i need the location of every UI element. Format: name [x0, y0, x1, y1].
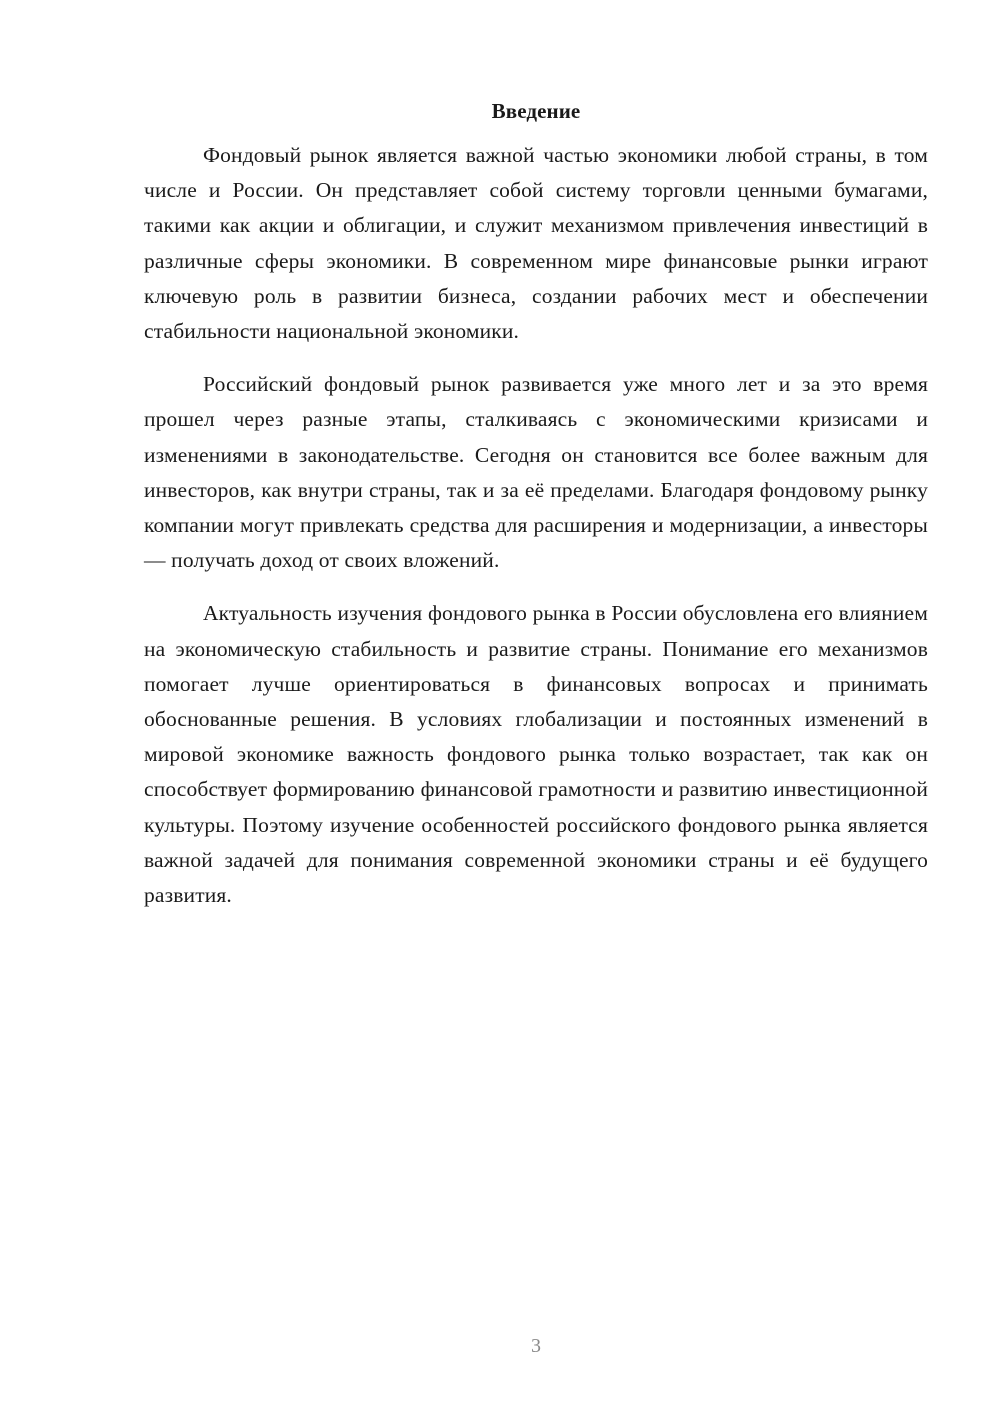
section-title: Введение — [491, 99, 581, 123]
paragraph-2: Российский фондовый рынок развивается уже много лет и за это время прошел через разные этапы, сталкиваясь с экономическими кризисами и изменениями в законодательстве. Сегодня он становится все более важным для инвесторов, как внутри страны, так и за её пределами. Благодаря фондовому рынку компании могут привлекать средства для расширения и модернизации, а инвесторы — получать доход от своих вложений. — [144, 372, 928, 573]
page-content — [144, 95, 928, 931]
paragraph-1: Фондовый рынок является важной частью экономики любой страны, в том числе и России. Он представляет собой систему торговли ценными бумагами, такими как акции и облигации, и служит механизмом привлечения инвестиций в различные сферы экономики. В современном мире финансовые рынки играют ключевую роль в развитии бизнеса, создании рабочих мест и обеспечении стабильности национальной экономики. — [144, 143, 928, 344]
page-number: 3 — [531, 1335, 541, 1357]
paragraph-3: Актуальность изучения фондового рынка в России обусловлена его влиянием на экономическую стабильность и развитие страны. Понимание его механизмов помогает лучше ориентироваться в финансовых вопросах и принимать обоснованные решения. В условиях глобализации и постоянных изменений в мировой экономике важность фондового рынка только возрастает, так как он способствует формированию финансовой грамотности и развитию инвестиционной культуры. Поэтому изучение особенностей российского фондового рынка является важной задачей для понимания современной экономики страны и её будущего развития. — [144, 601, 928, 908]
